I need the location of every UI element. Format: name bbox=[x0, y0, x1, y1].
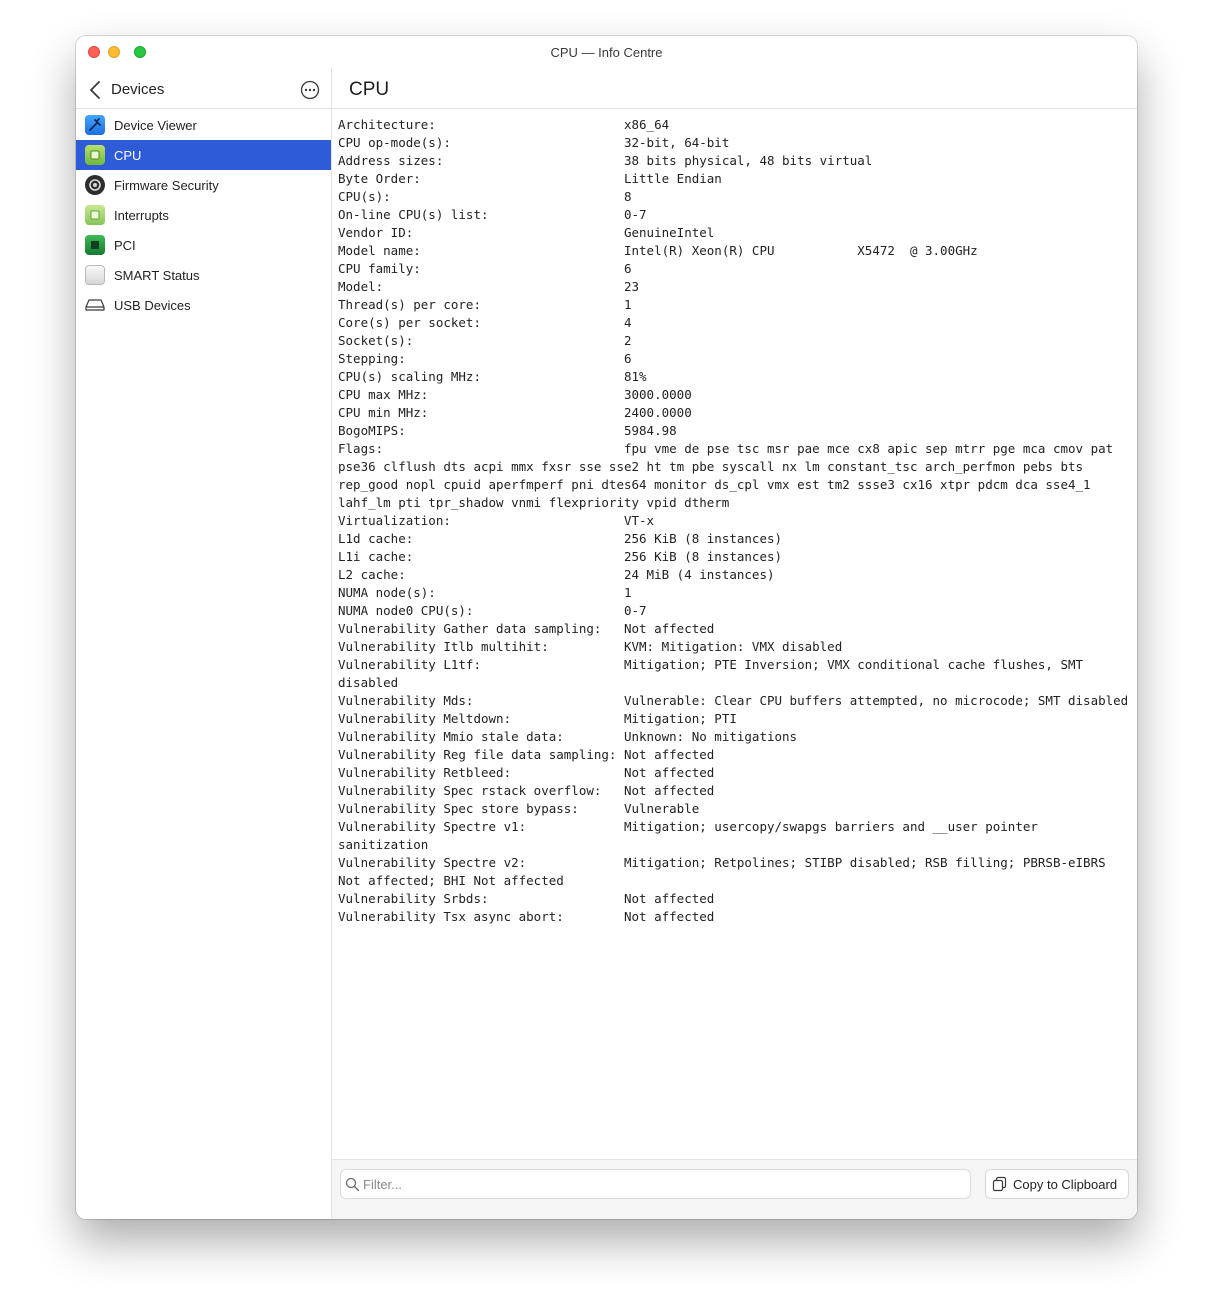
info-key: Flags: bbox=[338, 441, 624, 456]
sidebar-item-label: CPU bbox=[114, 147, 142, 163]
info-row bbox=[338, 710, 1129, 728]
info-row bbox=[338, 548, 1129, 566]
info-value: 0-7 bbox=[623, 603, 647, 618]
info-value: GenuineIntel bbox=[623, 225, 715, 240]
info-value: Mitigation; Retpolines; STIBP disabled; RSB filling; PBRSB-eIBRS Not affected; BHI Not affected bbox=[338, 855, 1114, 888]
info-row bbox=[338, 638, 1129, 656]
info-key: On-line CPU(s) list: bbox=[338, 207, 624, 222]
info-key: NUMA node(s): bbox=[338, 585, 624, 600]
info-value: 4 bbox=[623, 315, 632, 330]
sidebar-item-cpu[interactable] bbox=[76, 140, 331, 170]
info-key: Byte Order: bbox=[338, 171, 624, 186]
info-key: Architecture: bbox=[338, 117, 624, 132]
filter-input[interactable] bbox=[363, 1170, 963, 1198]
info-key: Vulnerability Meltdown: bbox=[338, 711, 624, 726]
info-row bbox=[338, 512, 1129, 530]
info-row bbox=[338, 260, 1129, 278]
interrupts-icon bbox=[85, 205, 105, 225]
page-title: CPU bbox=[349, 79, 390, 100]
info-value: 38 bits physical, 48 bits virtual bbox=[623, 153, 873, 168]
sidebar-item-label: Interrupts bbox=[114, 207, 169, 223]
usb-devices-icon bbox=[85, 295, 105, 315]
info-value: Mitigation; PTE Inversion; VMX conditional cache flushes, SMT disabled bbox=[338, 657, 1091, 690]
info-key: L2 cache: bbox=[338, 567, 624, 582]
info-row bbox=[338, 602, 1129, 620]
info-value: Not affected bbox=[623, 783, 715, 798]
cpu-info-text bbox=[338, 116, 1129, 1157]
info-key: Vulnerability Spectre v2: bbox=[338, 855, 624, 870]
info-row bbox=[338, 890, 1129, 908]
info-row bbox=[338, 116, 1129, 134]
info-key: Stepping: bbox=[338, 351, 624, 366]
info-value: Not affected bbox=[623, 909, 715, 924]
info-value: 8 bbox=[623, 189, 632, 204]
sidebar-item-smart-status[interactable] bbox=[76, 260, 331, 290]
info-row bbox=[338, 134, 1129, 152]
info-key: Virtualization: bbox=[338, 513, 624, 528]
info-key: Model name: bbox=[338, 243, 624, 258]
info-value: x86_64 bbox=[623, 117, 670, 132]
info-value: fpu vme de pse tsc msr pae mce cx8 apic sep mtrr pge mca cmov pat pse36 clflush dts acpi mmx fxsr sse sse2 ht tm pbe syscall nx lm constant_tsc arch_perfmon pebs bts rep_good nopl cpuid aperfmperf pni dtes64 monitor ds_cpl vmx est tm2 ssse3 cx16 xtpr pdcm dca sse4_1 lahf_lm pti tpr_shadow vnmi flexpriority vpid dtherm bbox=[338, 441, 1121, 510]
info-key: Thread(s) per core: bbox=[338, 297, 624, 312]
copy-to-clipboard-button[interactable] bbox=[985, 1169, 1129, 1199]
info-row bbox=[338, 440, 1129, 512]
info-key: CPU op-mode(s): bbox=[338, 135, 624, 150]
info-row bbox=[338, 728, 1129, 746]
info-key: L1d cache: bbox=[338, 531, 624, 546]
info-row bbox=[338, 584, 1129, 602]
more-options-icon[interactable] bbox=[300, 80, 320, 100]
info-key: Vulnerability Mmio stale data: bbox=[338, 729, 624, 744]
info-row bbox=[338, 314, 1129, 332]
info-key: Vulnerability Spectre v1: bbox=[338, 819, 624, 834]
info-row bbox=[338, 386, 1129, 404]
main-panel bbox=[332, 68, 1137, 1219]
sidebar-item-label: Device Viewer bbox=[114, 117, 197, 133]
info-value: 23 bbox=[623, 279, 640, 294]
info-key: CPU max MHz: bbox=[338, 387, 624, 402]
info-key: CPU(s): bbox=[338, 189, 624, 204]
sidebar-item-label: SMART Status bbox=[114, 267, 200, 283]
copy-button-label: Copy to Clipboard bbox=[1013, 1176, 1118, 1192]
info-key: Vulnerability Mds: bbox=[338, 693, 624, 708]
info-row bbox=[338, 242, 1129, 260]
info-row bbox=[338, 656, 1129, 692]
pci-icon bbox=[85, 235, 105, 255]
info-row bbox=[338, 170, 1129, 188]
info-value: 24 MiB (4 instances) bbox=[623, 567, 775, 582]
info-value: 1 bbox=[623, 585, 632, 600]
info-key: Vulnerability Srbds: bbox=[338, 891, 624, 906]
back-chevron-icon[interactable] bbox=[89, 81, 101, 99]
info-row bbox=[338, 404, 1129, 422]
info-value: 6 bbox=[623, 261, 632, 276]
info-value: VT-x bbox=[623, 513, 655, 528]
firmware-security-icon bbox=[85, 175, 105, 195]
info-key: Model: bbox=[338, 279, 624, 294]
info-value: 0-7 bbox=[623, 207, 647, 222]
info-value: 5984.98 bbox=[623, 423, 677, 438]
info-row bbox=[338, 368, 1129, 386]
sidebar-item-usb-devices[interactable] bbox=[76, 290, 331, 320]
info-row bbox=[338, 350, 1129, 368]
info-key: Vulnerability Itlb multihit: bbox=[338, 639, 624, 654]
copy-icon bbox=[992, 1176, 1008, 1192]
info-value: 1 bbox=[623, 297, 632, 312]
info-key: Vulnerability Spec store bypass: bbox=[338, 801, 624, 816]
sidebar-header bbox=[76, 68, 331, 109]
info-row bbox=[338, 566, 1129, 584]
info-key: Vendor ID: bbox=[338, 225, 624, 240]
info-row bbox=[338, 206, 1129, 224]
sidebar-item-pci[interactable] bbox=[76, 230, 331, 260]
footer-bar bbox=[332, 1159, 1137, 1219]
window-title: CPU — Info Centre bbox=[550, 45, 663, 60]
title-bar bbox=[76, 36, 1137, 68]
info-key: Vulnerability Gather data sampling: bbox=[338, 621, 624, 636]
info-value: 2 bbox=[623, 333, 632, 348]
info-value: Not affected bbox=[623, 891, 715, 906]
info-value: 81% bbox=[623, 369, 647, 384]
info-value: 256 KiB (8 instances) bbox=[623, 531, 783, 546]
info-row bbox=[338, 746, 1129, 764]
info-key: Socket(s): bbox=[338, 333, 624, 348]
info-key: Vulnerability Spec rstack overflow: bbox=[338, 783, 624, 798]
sidebar-item-interrupts[interactable] bbox=[76, 200, 331, 230]
sidebar bbox=[76, 68, 332, 1219]
search-icon bbox=[345, 1177, 360, 1192]
info-row bbox=[338, 422, 1129, 440]
info-value: Vulnerable: Clear CPU buffers attempted, no microcode; SMT disabled bbox=[623, 693, 1129, 708]
sidebar-item-device-viewer[interactable] bbox=[76, 110, 331, 140]
info-key: BogoMIPS: bbox=[338, 423, 624, 438]
info-key: Vulnerability Reg file data sampling: bbox=[338, 747, 624, 762]
info-key: CPU family: bbox=[338, 261, 624, 276]
info-value: 256 KiB (8 instances) bbox=[623, 549, 783, 564]
info-row bbox=[338, 296, 1129, 314]
info-value: Mitigation; PTI bbox=[623, 711, 737, 726]
info-key: Vulnerability Tsx async abort: bbox=[338, 909, 624, 924]
sidebar-item-label: PCI bbox=[114, 237, 136, 253]
info-key: Vulnerability L1tf: bbox=[338, 657, 624, 672]
device-viewer-icon bbox=[85, 115, 105, 135]
info-row bbox=[338, 908, 1129, 926]
smart-status-icon bbox=[85, 265, 105, 285]
info-row bbox=[338, 152, 1129, 170]
info-row bbox=[338, 332, 1129, 350]
info-value: 3000.0000 bbox=[623, 387, 692, 402]
sidebar-list bbox=[76, 110, 331, 320]
info-key: Address sizes: bbox=[338, 153, 624, 168]
info-value: Vulnerable bbox=[623, 801, 700, 816]
info-row bbox=[338, 800, 1129, 818]
app-window bbox=[76, 36, 1137, 1219]
info-row bbox=[338, 692, 1129, 710]
info-value: Not affected bbox=[623, 621, 715, 636]
main-header bbox=[332, 68, 1137, 109]
cpu-icon bbox=[85, 145, 105, 165]
info-value: 2400.0000 bbox=[623, 405, 692, 420]
info-row bbox=[338, 764, 1129, 782]
info-value: Intel(R) Xeon(R) CPU X5472 @ 3.00GHz bbox=[623, 243, 978, 258]
info-value: 6 bbox=[623, 351, 632, 366]
info-row bbox=[338, 818, 1129, 854]
info-key: Core(s) per socket: bbox=[338, 315, 624, 330]
info-value: Mitigation; usercopy/swapgs barriers and __user pointer sanitization bbox=[338, 819, 1046, 852]
info-row bbox=[338, 278, 1129, 296]
info-key: CPU min MHz: bbox=[338, 405, 624, 420]
sidebar-item-label: Firmware Security bbox=[114, 177, 219, 193]
info-key: NUMA node0 CPU(s): bbox=[338, 603, 624, 618]
info-row bbox=[338, 854, 1129, 890]
sidebar-item-label: USB Devices bbox=[114, 297, 191, 313]
info-row bbox=[338, 188, 1129, 206]
info-value: 32-bit, 64-bit bbox=[623, 135, 730, 150]
info-key: CPU(s) scaling MHz: bbox=[338, 369, 624, 384]
info-row bbox=[338, 224, 1129, 242]
filter-field[interactable] bbox=[340, 1169, 971, 1199]
info-value: Not affected bbox=[623, 747, 715, 762]
info-row bbox=[338, 530, 1129, 548]
info-value: Unknown: No mitigations bbox=[623, 729, 798, 744]
sidebar-item-firmware-security[interactable] bbox=[76, 170, 331, 200]
info-value: Not affected bbox=[623, 765, 715, 780]
info-value: KVM: Mitigation: VMX disabled bbox=[623, 639, 843, 654]
info-key: L1i cache: bbox=[338, 549, 624, 564]
info-key: Vulnerability Retbleed: bbox=[338, 765, 624, 780]
info-row bbox=[338, 782, 1129, 800]
info-value: Little Endian bbox=[623, 171, 722, 186]
sidebar-title: Devices bbox=[111, 81, 165, 98]
info-row bbox=[338, 620, 1129, 638]
